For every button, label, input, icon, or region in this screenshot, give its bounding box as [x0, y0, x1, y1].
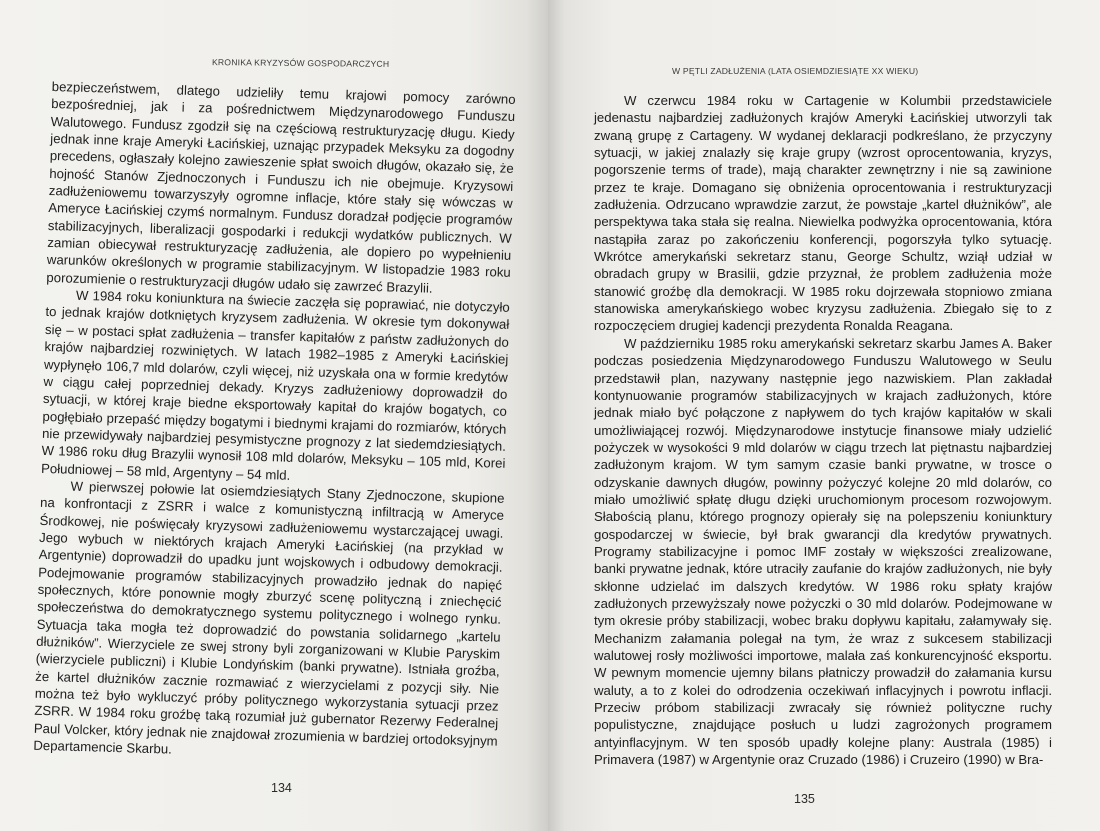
- right-running-head: W PĘTLI ZADŁUŻENIA (LATA OSIEMDZIESIĄTE XX WIEKU): [672, 66, 919, 76]
- right-page-number: 135: [794, 792, 815, 806]
- left-paragraph-3: W pierwszej połowie lat osiemdziesiątych Stany Zjednoczone, skupione na konfrontacji z ZSRR i walce z komunistyczną infiltracją w Ameryce Środkowej, nie poświęcały kryzysowi zadłużeniowemu wystarczającej uwagi. Jego wybuch w niektórych krajach Ameryki Łacińskiej (na przykład w Argentynie) doprowadził do upadku junt wojskowych i odbudowy demokracji. Podejmowanie programów stabilizacyjnych prowadziło jednak do napięć społecznych, które ponownie mogły zburzyć scenę polityczną i zniechęcić społeczeństwa do demokratycznego systemu politycznego i wolnego rynku. Sytuacja taka mogła też doprowadzić do powstania solidarnego „kartelu dłużników”. Wierzyciele ze swej strony byli zorganizowani w Klubie Paryskim (wierzyciele publiczni) i Klubie Londyńskim (banki prywatne). Istniała groźba, że kartel dłużników zacznie rozmawiać z wierzycielami z pozycji siły. Nie można też było wykluczyć próby politycznego wykorzystania sytuacji przez ZSRR. W 1984 roku groźbę taką rozumiał już gubernator Rezerwy Federalnej Paul Volcker, który jednak nie znajdował zrozumienia w bardziej ortodoksyjnym Departamencie Skarbu.: [33, 478, 505, 757]
- left-running-head: KRONIKA KRYZYSÓW GOSPODARCZYCH: [211, 57, 390, 69]
- right-body-text: [594, 92, 1052, 768]
- right-paragraph-2: W październiku 1985 roku amerykański sekretarz skarbu James A. Baker podczas posiedzenia Międzynarodowego Funduszu Walutowego w Seulu przedstawił plan, nazywany następnie jego nazwiskiem. Plan zakładał kontynuowanie programów stabilizacyjnych w krajach zadłużonych, które jednak miało być połączone z napływem do tych krajów kapitałów w skali umożliwiającej rozwój. Międzynarodowe instytucje finansowe miały udzielić pożyczek w wysokości 9 mld dolarów w ciągu trzech lat piętnastu najbardziej zadłużonym krajom. W tym samym czasie banki prywatne, w trosce o odzyskanie dawnych długów, powinny pożyczyć kolejne 20 mld dolarów, co miało umożliwić spłatę długu dzięki uruchomionym procesom rozwojowym. Słabością planu, którego prognozy opierały się na polepszeniu koniunktury gospodarczej w świecie, był brak gwarancji dla kredytów prywatnych. Programy stabilizacyjne i pomoc IMF zostały w większości zrealizowane, banki prywatne jednak, które utraciły zaufanie do krajów zadłużonych, nie były skłonne udzielać im dalszych kredytów. W 1986 roku spłaty krajów zadłużonych przewyższały nowe pożyczki o 30 mld dolarów. Podejmowane w tym okresie próby stabilizacji, wobec braku dopływu kapitału, załamywały się. Mechanizm załamania polegał na tym, że wraz z sukcesem stabilizacji walutowej rosły możliwości importowe, malała zaś konkurencyjność eksportu. W pewnym momencie ujemny bilans płatniczy prowadził do załamania kursu waluty, a to z kolei do odrodzenia oczekiwań inflacyjnych i powrotu inflacji. Przeciw próbom stabilizacji zwracały się również polityczne ruchy populistyczne, znajdujące posłuch u ludzi zagrożonych programem antyinflacyjnym. W ten sposób upadły kolejne plany: Australa (1985) i Primavera (1987) w Argentynie oraz Cruzado (1986) i Cruzeiro (1990) w Bra-: [594, 335, 1052, 768]
- left-body-text: [33, 78, 516, 767]
- right-paragraph-1: W czerwcu 1984 roku w Cartagenie w Kolumbii przedstawiciele jedenastu najbardziej zadłużonych krajów Ameryki Łacińskiej utworzyli tak zwaną grupę z Cartageny. W wydanej deklaracji podkreślano, że przyczyny sytuacji, w jakiej znalazły się kraje grupy (wzrost oprocentowania, kryzys, pogorszenie terms of trade), mają charakter zewnętrzny i nie są zawinione przez te kraje. Domagano się obniżenia oprocentowania i restrukturyzacji zadłużenia. Odrzucano wprawdzie zarzut, że powstaje „kartel dłużników”, ale perspektywa taka stała się realna. Niewielka podwyżka oprocentowania, która nastąpiła zaraz po zakończeniu konferencji, pogorszyła tylko sytuację. Wkrótce amerykański sekretarz stanu, George Schultz, wziął udział w obradach grupy w Brasilii, gdzie przyznał, że problem zadłużenia może stanowić groźbę dla demokracji. W 1985 roku dojrzewała stopniowo zmiana stanowiska amerykańskiego wobec kryzysu zadłużenia. Zbiegało się to z rozpoczęciem drugiej kadencji prezydenta Ronalda Reagana.: [594, 93, 1052, 334]
- left-page-number: 134: [271, 781, 292, 795]
- right-page: [548, 0, 1100, 831]
- left-paragraph-1: bezpieczeństwem, dlatego udzieliły temu krajowi pomocy zarówno bezpośredniej, jak i za pośrednictwem Międzynarodowego Funduszu Walutowego. Fundusz zgodził się na częściową restrukturyzację długu. Kiedy jednak inne kraje Ameryki Łacińskiej, uznając przypadek Meksyku za dogodny precedens, ogłaszały kolejno zawieszenie spłat swoich długów, okazało się, że hojność Stanów Zjednoczonych i Funduszu ich nie obejmuje. Kryzysowi zadłużeniowemu towarzyszyły ogromne inflacje, które stały się wówczas w Ameryce Łacińskiej czymś normalnym. Fundusz doradzał podjęcie programów stabilizacyjnych, liberalizacji gospodarki i redukcji wydatków publicznych. W zamian obiecywał restrukturyzację zadłużenia, ale dopiero po wypełnieniu warunków określonych w programie stabilizacyjnym. W listopadzie 1983 roku porozumienie o restrukturyzacji długów udało się zawrzeć Brazylii.: [46, 78, 516, 296]
- left-page: [0, 0, 548, 831]
- left-paragraph-2: W 1984 roku koniunktura na świecie zaczęła się poprawiać, nie dotyczyło to jednak krajów dotkniętych kryzysem zadłużenia. W okresie tym dokonywał się – w postaci spłat zadłużenia – transfer kapitałów z państw zadłużonych do krajów najbardziej rozwiniętych. W latach 1982–1985 z Ameryki Łacińskiej wypłynęło 106,7 mld dolarów, czyli więcej, niż uzyskała ona w formie kredytów w ciągu całej poprzedniej dekady. Kryzys zadłużeniowy doprowadził do sytuacji, w której kraje biedne eksportowały kapitał do krajów bogatych, co pogłębiało przepaść między bogatymi i biednymi krajami do rozmiarów, których nie przewidywały najbardziej pesymistyczne prognozy z lat siedemdziesiątych. W 1986 roku dług Brazylii wynosił 108 mld dolarów, Meksyku – 105 mld, Korei Południowej – 58 mld, Argentyny – 54 mld.: [40, 287, 510, 483]
